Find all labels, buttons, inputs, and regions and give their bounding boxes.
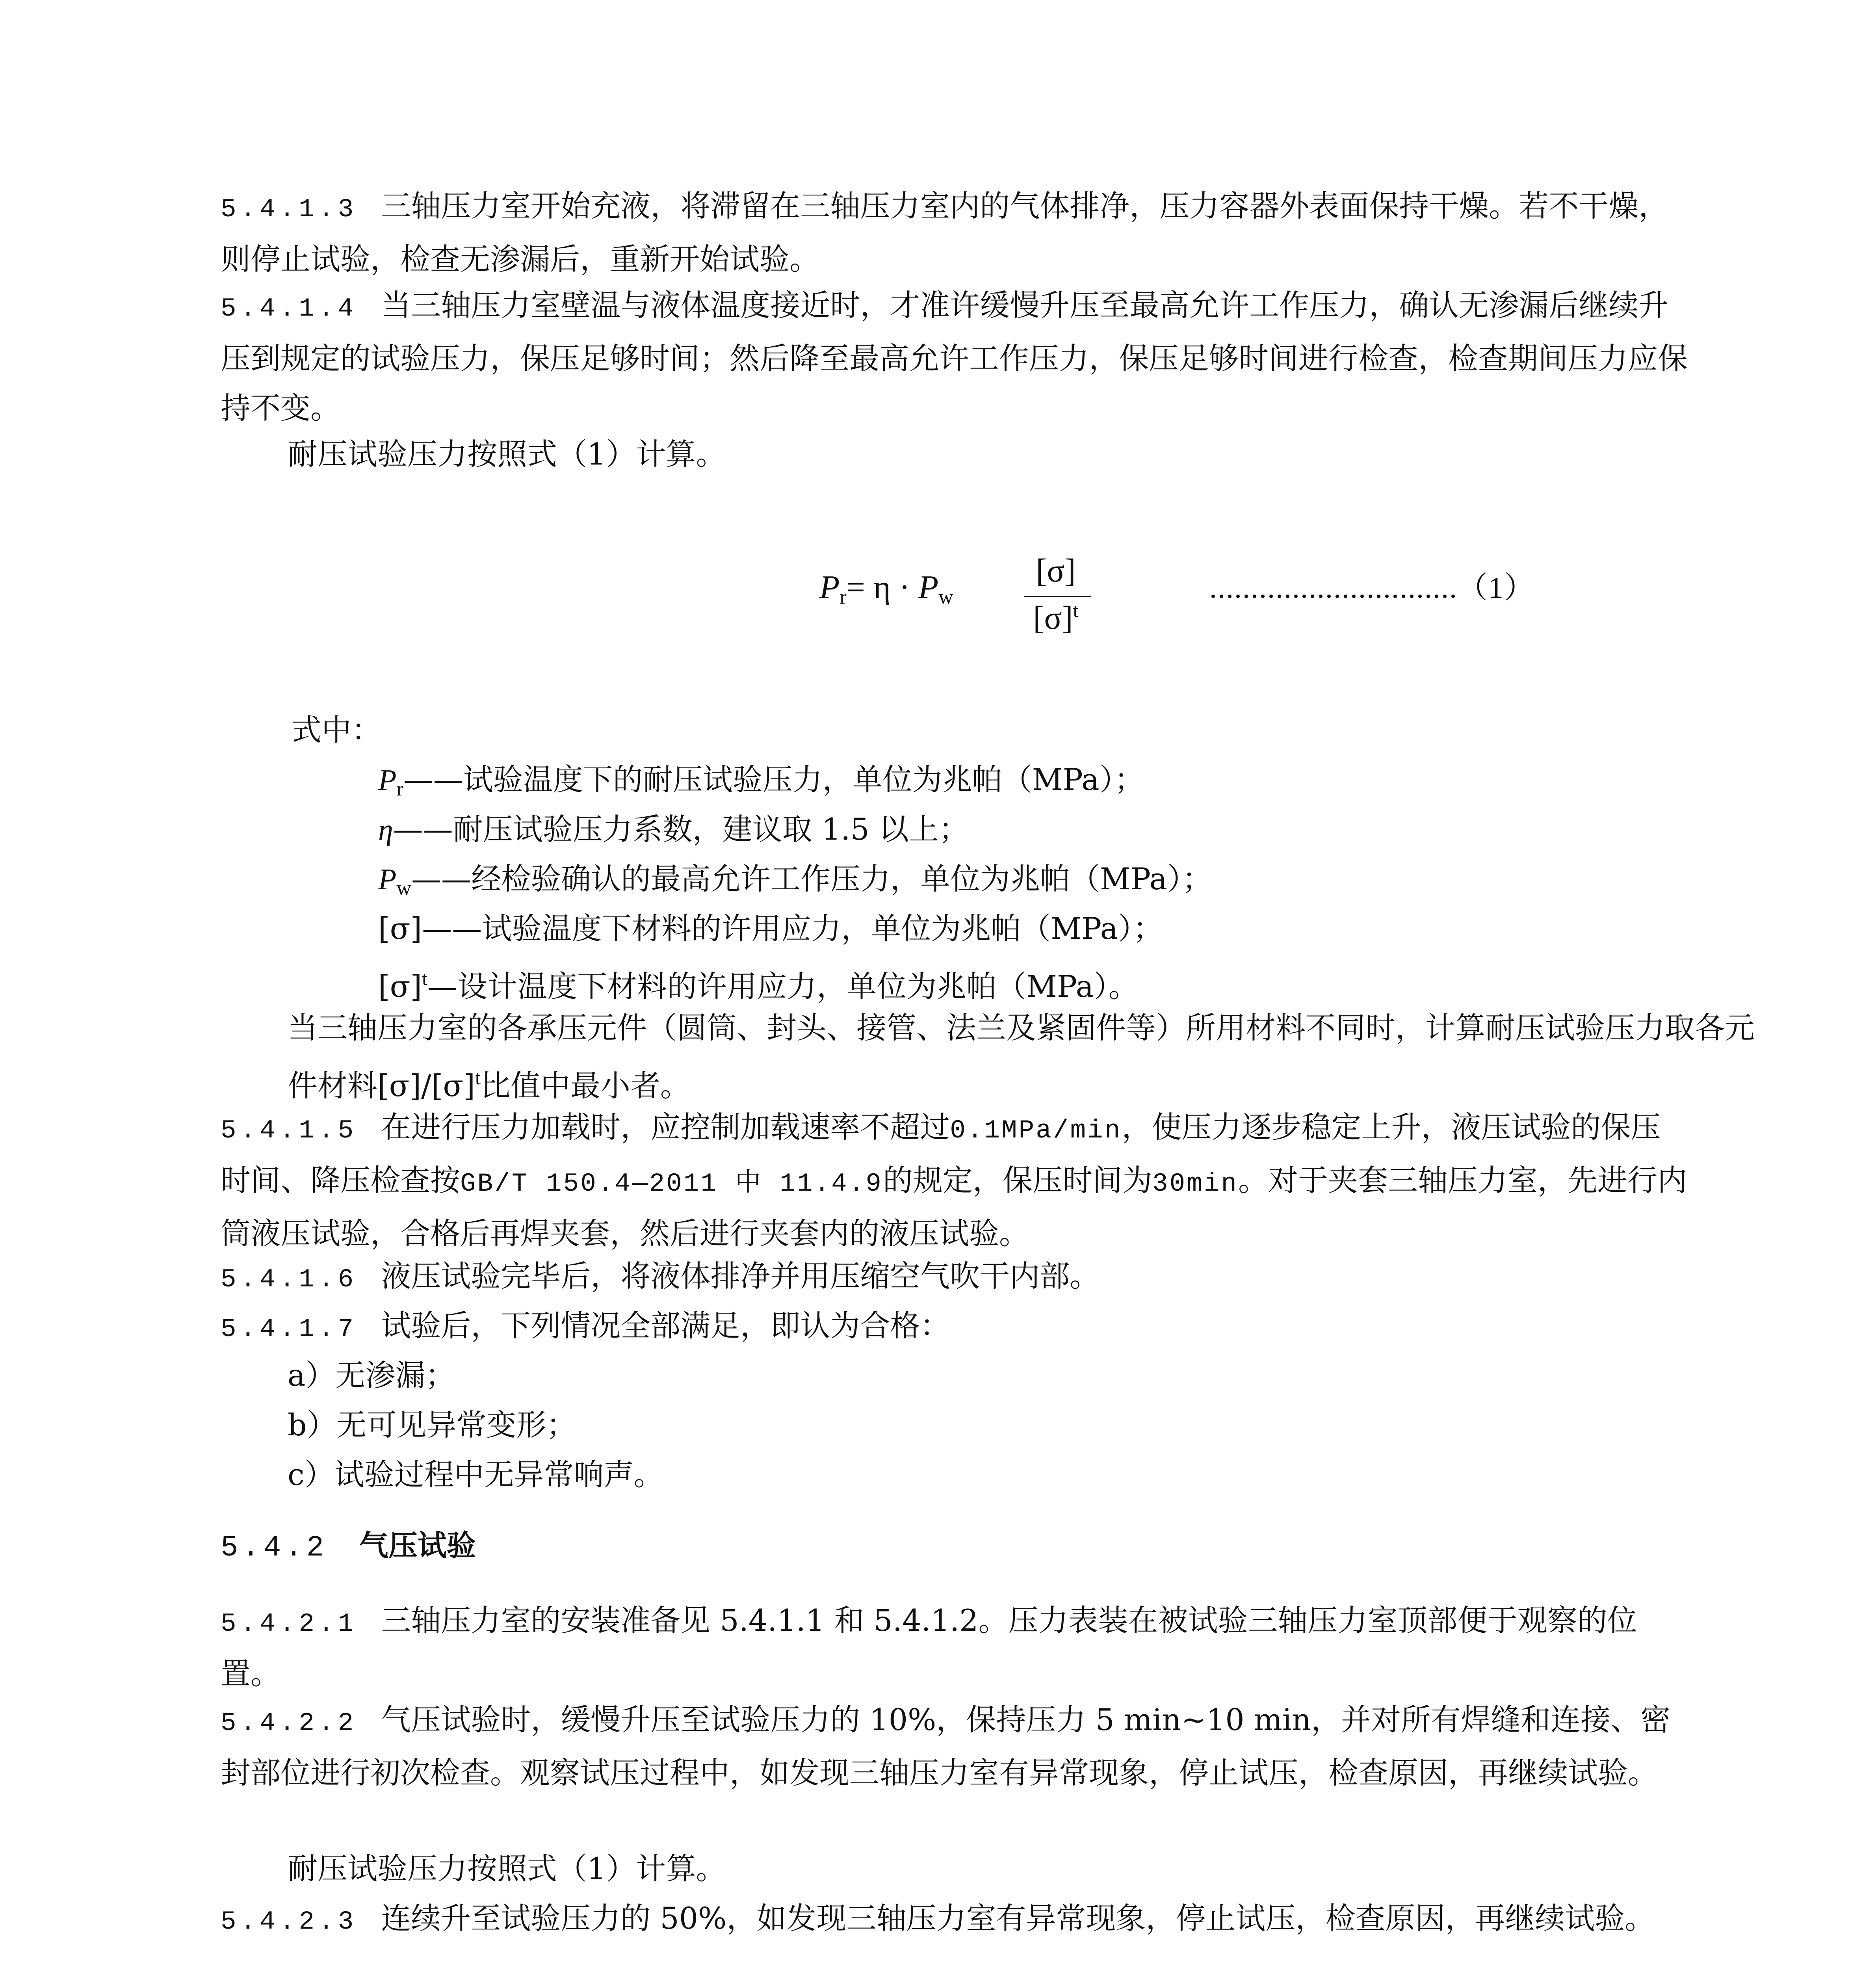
- definition-sigma: [σ]——试验温度下材料的许用应力，单位为兆帕（MPa）；: [378, 911, 1163, 946]
- definition-sigma-t: $[\sigma]^t—$设计温度下材料的许用应力，单位为兆帕（MPa）。: [378, 967, 1139, 1004]
- list-item: a）无渗漏；: [288, 1358, 455, 1393]
- definition-eta: η——耐压试验压力系数，建议取 1.5 以上；: [378, 812, 969, 847]
- clause-text: 三轴压力室开始充液，将滞留在三轴压力室内的气体排净，压力容器外表面保持干燥。若不干燥，则停止试验，检查无渗漏后，重新开始试验。: [221, 188, 1669, 277]
- clause-number: 5.4.1.3: [221, 195, 358, 224]
- calc-instruction-2: 耐压试验压力按照式（1）计算。: [288, 1851, 726, 1886]
- clause-5-4-1-4: [221, 281, 1690, 433]
- list-item: b）无可见异常变形；: [288, 1407, 576, 1442]
- clause-text: 当三轴压力室壁温与液体温度接近时，才准许缓慢升压至最高允许工作压力，确认无渗漏后继续升压到规定的试验压力，保压足够时间；然后降至最高允许工作压力，保压足够时间进行检查，检查期间压力应保持不变。: [221, 288, 1688, 426]
- denominator: $[\sigma]^t$: [1033, 599, 1079, 636]
- where-label: 式中：: [292, 712, 381, 747]
- material-note: 当三轴压力室的各承压元件（圆筒、封头、接管、法兰及紧固件等）所用材料不同时，计算耐压试验压力取各元件材料$[\sigma]/[\sigma]^t$比值中最小者。: [288, 1010, 1755, 1103]
- clause-number: 5.4.1.4: [221, 294, 358, 323]
- equation-number: （1）: [1458, 571, 1535, 604]
- equation-leader: ..............................（1）: [1209, 571, 1535, 604]
- clause-5-4-1-6: 5.4.1.6 液压试验完毕后，将液体排净并用压缩空气吹干内部。: [221, 1258, 1100, 1294]
- clause-5-4-2-1: 5.4.2.1 三轴压力室的安装准备见 5.4.1.1 和 5.4.1.2。压力表装在被试验三轴压力室顶部便于观察的位置。: [221, 1603, 1637, 1691]
- clause-5-4-1-5: 5.4.1.5 在进行压力加载时，应控制加载速率不超过0.1MPa/min，使压力逐步稳定上升，液压试验的保压时间、降压检查按GB/T 150.4—2011 中 11.4.9的规定，保压时间为30min。对于夹套三轴压力室，先进行内筒液压试验，合格后再焊夹套，然后进行夹套内的液压试验。: [221, 1110, 1687, 1251]
- section-heading-5-4-2: 5.4.2 气压试验: [221, 1529, 476, 1565]
- list-item: c）试验过程中无异常响声。: [288, 1457, 664, 1492]
- clause-5-4-2-2: 5.4.2.2 气压试验时，缓慢升压至试验压力的 10%，保持压力 5 min~10 min，并对所有焊缝和连接、密封部位进行初次检查。观察试压过程中，如发现三轴压力室有异常现象，停止试压，检查原因，再继续试验。: [221, 1702, 1671, 1790]
- definition-pr: $P_r——$试验温度下的耐压试验压力，单位为兆帕（MPa）；: [378, 762, 1144, 800]
- definition-pw: $P_w——$经检验确认的最高允许工作压力，单位为兆帕（MPa）；: [378, 861, 1212, 900]
- formula-1: [819, 548, 1686, 642]
- fraction-line: [1024, 596, 1091, 597]
- clause-5-4-2-3: 5.4.2.3 连续升至试验压力的 50%，如发现三轴压力室有异常现象，停止试压，检查原因，再继续试验。: [221, 1901, 1655, 1937]
- clause-5-4-1-3: [221, 181, 1690, 284]
- numerator: [σ]: [1036, 552, 1076, 589]
- clause-number: 5.4.1.5: [221, 1116, 358, 1145]
- formula-lhs: $P_r= \eta \cdot P_w$: [819, 569, 953, 608]
- calc-instruction: 耐压试验压力按照式（1）计算。: [288, 437, 726, 472]
- clause-5-4-1-7: 5.4.1.7 试验后，下列情况全部满足，即认为合格：: [221, 1308, 950, 1344]
